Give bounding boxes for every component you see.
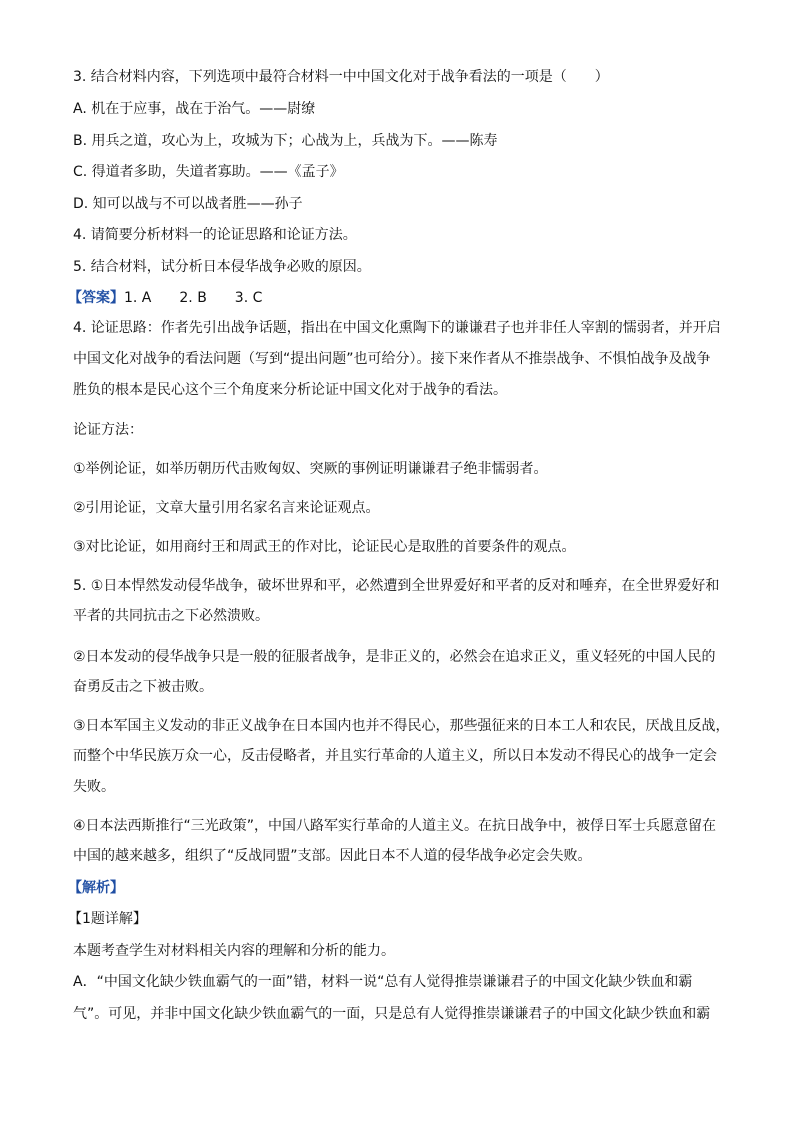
answer5-point1-line1: 5. ①日本悍然发动侵华战争，破坏世界和平，必然遭到全世界爱好和平者的反对和唾弃，在全世界爱好和 [73, 578, 720, 594]
answer5-point2-line1: ②日本发动的侵华战争只是一般的征服者战争，是非正义的，必然会在追求正义，重义轻死的中国人民的 [73, 649, 716, 665]
answer5-point4-line1: ④日本法西斯推行“三光政策”，中国八路军实行革命的人道主义。在抗日战争中，被俘日军士兵愿意留在 [73, 818, 717, 834]
q3-option-a: A. 机在于应事，战在于治气。——尉缭 [73, 101, 316, 117]
q4-stem: 4. 请简要分析材料一的论证思路和论证方法。 [73, 227, 357, 243]
answer4-line1: 4. 论证思路：作者先引出战争话题，指出在中国文化熏陶下的谦谦君子也并非任人宰割的懦弱者，并开启 [73, 320, 721, 336]
answer-tag: 【答案】 [68, 290, 124, 306]
answer5-point3-line3: 失败。 [73, 779, 115, 795]
analysis-intro: 本题考查学生对材料相关内容的理解和分析的能力。 [73, 943, 395, 959]
answer5-point4-line2: 中国的越来越多，组织了“反战同盟”支部。因此日本不人道的侵华战争必定会失败。 [73, 848, 592, 864]
methods-title: 论证方法： [73, 422, 143, 438]
q3-stem: 3. 结合材料内容，下列选项中最符合材料一中中国文化对于战争看法的一项是（ ） [73, 69, 609, 85]
answer5-point3-line2: 而整个中华民族万众一心，反击侵略者，并且实行革命的人道主义，所以日本发动不得民心的战争一定会 [73, 748, 717, 764]
method-2: ②引用论证，文章大量引用名家名言来论证观点。 [73, 500, 380, 516]
analysis-a-line1: A．“中国文化缺少铁血霸气的一面”错，材料一说“总有人觉得推崇谦谦君子的中国文化缺少铁血和霸 [73, 974, 693, 990]
method-3: ③对比论证，如用商纣王和周武王的作对比，论证民心是取胜的首要条件的观点。 [73, 539, 576, 555]
q3-option-d: D. 知可以战与不可以战者胜——孙子 [73, 196, 303, 212]
q5-stem: 5. 结合材料，试分析日本侵华战争必败的原因。 [73, 259, 371, 275]
method-1: ①举例论证，如举历朝历代击败匈奴、突厥的事例证明谦谦君子绝非懦弱者。 [73, 461, 548, 477]
answer-line [68, 288, 262, 308]
answer-values: 1. A 2. B 3. C [124, 290, 263, 306]
q3-option-c: C. 得道者多助，失道者寡助。——《孟子》 [73, 164, 344, 180]
detail-tag: 【1题详解】 [68, 911, 147, 927]
q3-option-b: B. 用兵之道，攻心为上，攻城为下；心战为上，兵战为下。——陈寿 [73, 133, 498, 149]
answer5-point3-line1: ③日本军国主义发动的非正义战争在日本国内也并不得民心，那些强征来的日本工人和农民，厌战且反战， [73, 718, 730, 734]
answer5-point2-line2: 奋勇反击之下被击败。 [73, 679, 213, 695]
analysis-a-line2: 气”。可见，并非中国文化缺少铁血霸气的一面，只是总有人觉得推崇谦谦君子的中国文化缺少铁血和霸 [73, 1006, 711, 1022]
answer5-point1-line2: 平者的共同抗击之下必然溃败。 [73, 608, 269, 624]
answer4-line3: 胜负的根本是民心这个三个角度来分析论证中国文化对于战争的看法。 [73, 382, 507, 398]
answer4-line2: 中国文化对战争的看法问题（写到“提出问题”也可给分）。接下来作者从不推崇战争、不惧怕战争及战争 [73, 351, 711, 367]
analysis-tag: 【解析】 [68, 880, 124, 896]
